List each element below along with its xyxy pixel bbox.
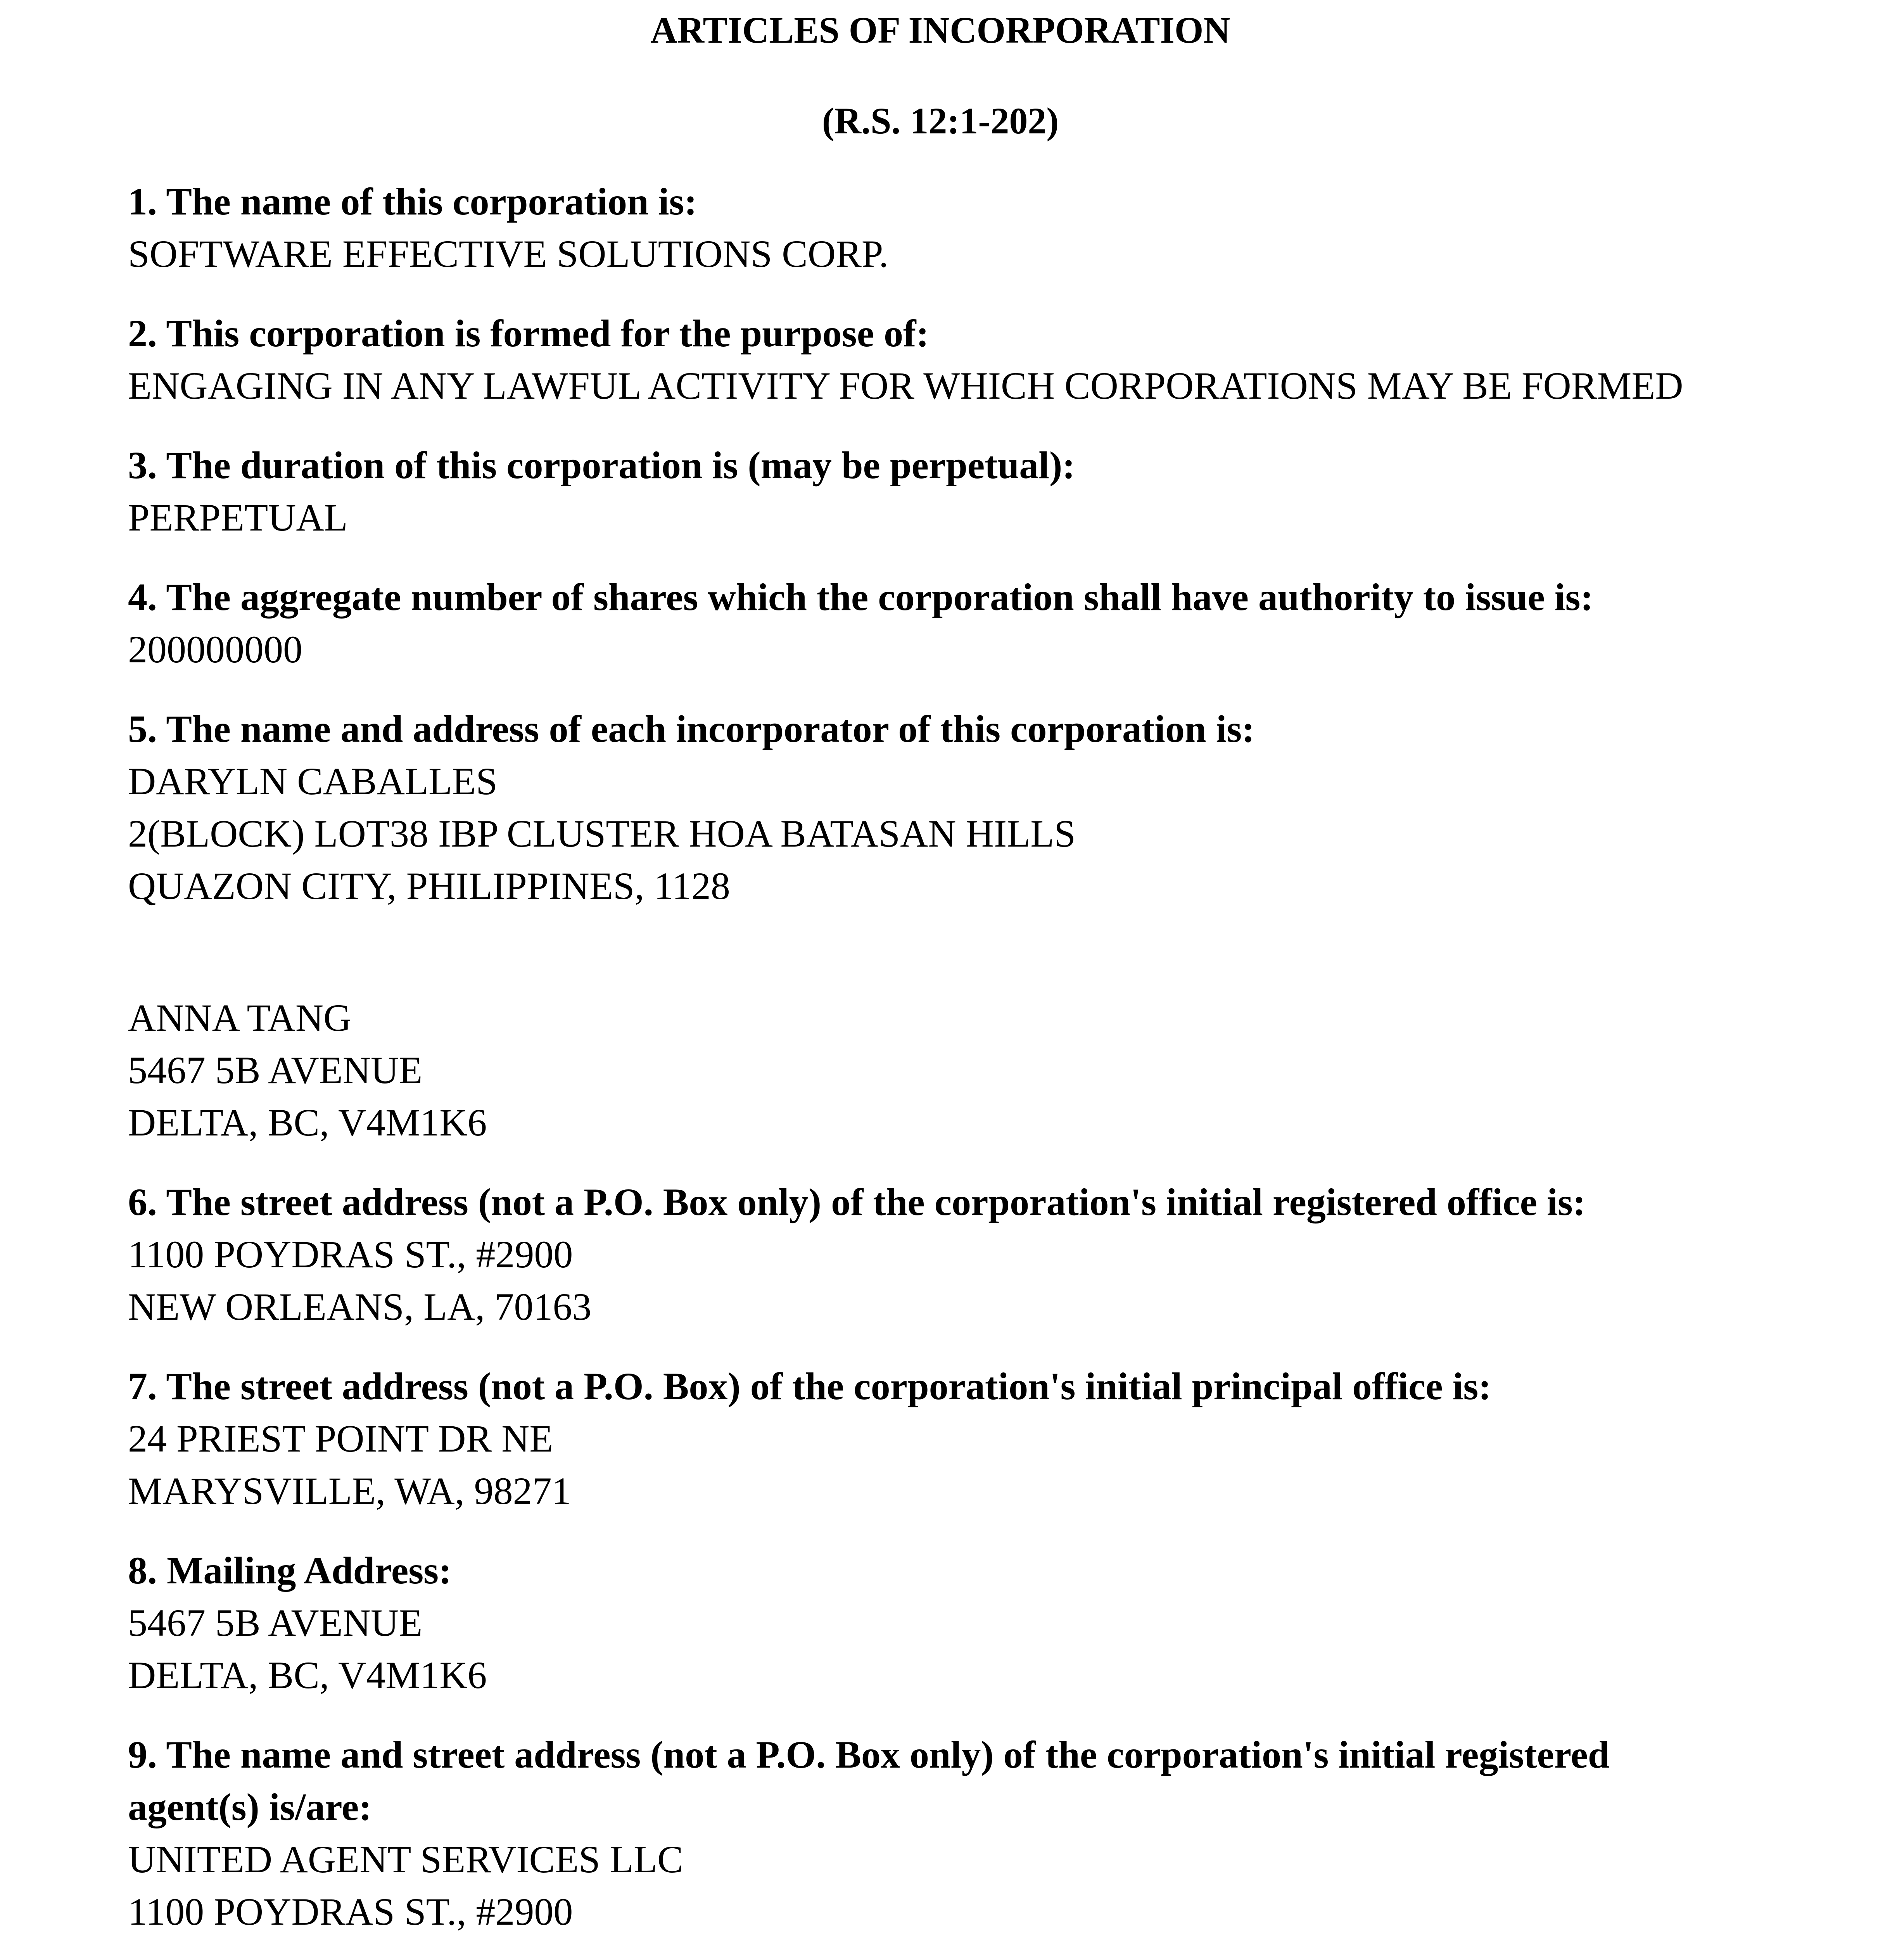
incorporator-1-name: DARYLN CABALLES xyxy=(128,760,498,803)
item-2-label: 2. This corporation is formed for the purpose of: xyxy=(128,312,929,355)
item-3-value: PERPETUAL xyxy=(128,496,348,539)
item-8-city: DELTA, BC, V4M1K6 xyxy=(128,1654,487,1697)
document-title: ARTICLES OF INCORPORATION xyxy=(650,9,1230,51)
item-4-value: 200000000 xyxy=(128,628,302,671)
item-4-label: 4. The aggregate number of shares which the corporation shall have authority to issue is: xyxy=(128,575,1593,619)
incorporator-1-street: 2(BLOCK) LOT38 IBP CLUSTER HOA BATASAN HILLS xyxy=(128,812,1076,855)
item-8-label: 8. Mailing Address: xyxy=(128,1549,452,1592)
item-9-label-continued: agent(s) is/are: xyxy=(128,1785,372,1828)
item-7-street: 24 PRIEST POINT DR NE xyxy=(128,1417,553,1460)
incorporator-2-street: 5467 5B AVENUE xyxy=(128,1049,423,1092)
agent-street: 1100 POYDRAS ST., #2900 xyxy=(128,1890,573,1933)
incorporator-1-city: QUAZON CITY, PHILIPPINES, 1128 xyxy=(128,864,730,907)
agent-name: UNITED AGENT SERVICES LLC xyxy=(128,1838,683,1881)
item-3-label: 3. The duration of this corporation is (may be perpetual): xyxy=(128,444,1075,487)
item-8-street: 5467 5B AVENUE xyxy=(128,1601,423,1644)
item-7-label: 7. The street address (not a P.O. Box) of the corporation's initial principal office is: xyxy=(128,1365,1491,1408)
item-6-city: NEW ORLEANS, LA, 70163 xyxy=(128,1285,592,1328)
item-1-label: 1. The name of this corporation is: xyxy=(128,180,697,223)
item-9-label: 9. The name and street address (not a P.O. Box only) of the corporation's initial registered xyxy=(128,1733,1610,1776)
item-6-street: 1100 POYDRAS ST., #2900 xyxy=(128,1233,573,1276)
item-7-city: MARYSVILLE, WA, 98271 xyxy=(128,1469,571,1512)
item-6-label: 6. The street address (not a P.O. Box only) of the corporation's initial registered office is: xyxy=(128,1180,1586,1224)
incorporator-2-name: ANNA TANG xyxy=(128,996,352,1039)
item-2-value: ENGAGING IN ANY LAWFUL ACTIVITY FOR WHICH CORPORATIONS MAY BE FORMED xyxy=(128,364,1683,407)
incorporator-2-city: DELTA, BC, V4M1K6 xyxy=(128,1101,487,1144)
item-5-label: 5. The name and address of each incorporator of this corporation is: xyxy=(128,707,1255,750)
statute-reference: (R.S. 12:1-202) xyxy=(822,100,1059,142)
item-1-value: SOFTWARE EFFECTIVE SOLUTIONS CORP. xyxy=(128,232,889,275)
